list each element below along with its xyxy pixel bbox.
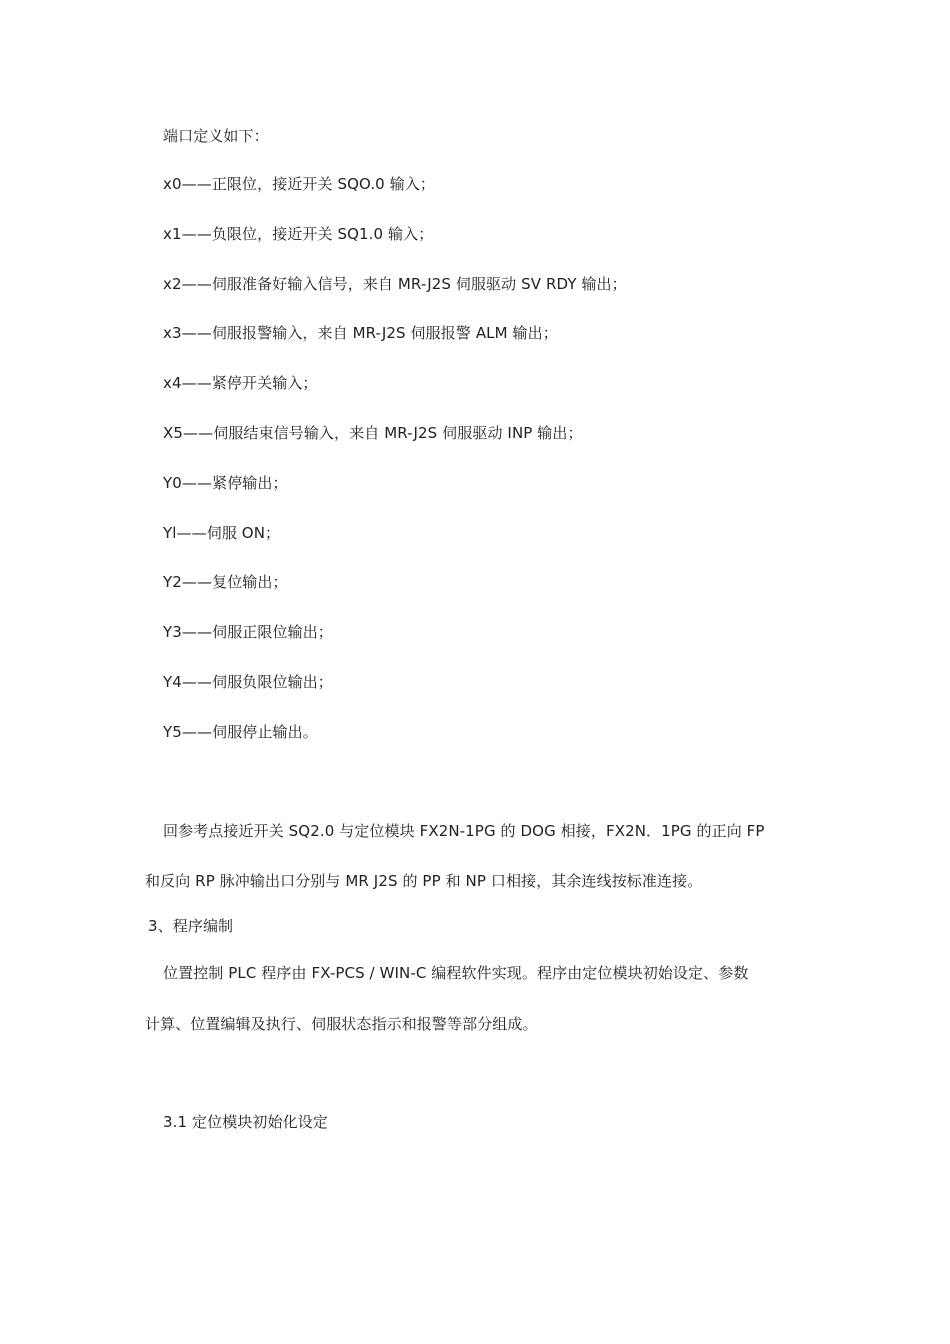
port-definition-x1: x1——负限位，接近开关 SQ1.0 输入； (163, 225, 434, 243)
intro-text: 端口定义如下： (163, 127, 269, 145)
program-paragraph-line2: 计算、位置编辑及执行、伺服状态指示和报警等部分组成。 (145, 1015, 538, 1033)
port-definition-x2: x2——伺服准备好输入信号，来自 MR-J2S 伺服驱动 SV RDY 输出； (163, 275, 627, 293)
port-definition-x5: X5——伺服结束信号输入，来自 MR-J2S 伺服驱动 INP 输出； (163, 424, 583, 442)
wiring-paragraph-line2: 和反向 RP 脉冲输出口分别与 MR J2S 的 PP 和 NP 口相接，其余连线按标准连接。 (145, 872, 703, 890)
port-definition-y5: Y5——伺服停止输出。 (163, 723, 318, 741)
port-definition-x0: x0——正限位，接近开关 SQO.0 输入； (163, 175, 435, 193)
port-definition-x3: x3——伺服报警输入，来自 MR-J2S 伺服报警 ALM 输出； (163, 324, 558, 342)
port-definition-y0: Y0——紧停输出； (163, 474, 288, 492)
section-heading: 3、程序编制 (148, 917, 234, 935)
port-definition-y1: Yl——伺服 ON； (163, 524, 281, 542)
port-definition-y4: Y4——伺服负限位输出； (163, 673, 333, 691)
port-definition-y3: Y3——伺服正限位输出； (163, 623, 333, 641)
port-definition-x4: x4——紧停开关输入； (163, 374, 318, 392)
port-definition-y2: Y2——复位输出； (163, 573, 288, 591)
wiring-paragraph-line1: 回参考点接近开关 SQ2.0 与定位模块 FX2N-1PG 的 DOG 相接，FX2N．1PG 的正向 FP (163, 822, 765, 840)
program-paragraph-line1: 位置控制 PLC 程序由 FX-PCS / WIN-C 编程软件实现。程序由定位模块初始设定、参数 (163, 964, 749, 982)
subsection-heading: 3.1 定位模块初始化设定 (163, 1113, 328, 1131)
